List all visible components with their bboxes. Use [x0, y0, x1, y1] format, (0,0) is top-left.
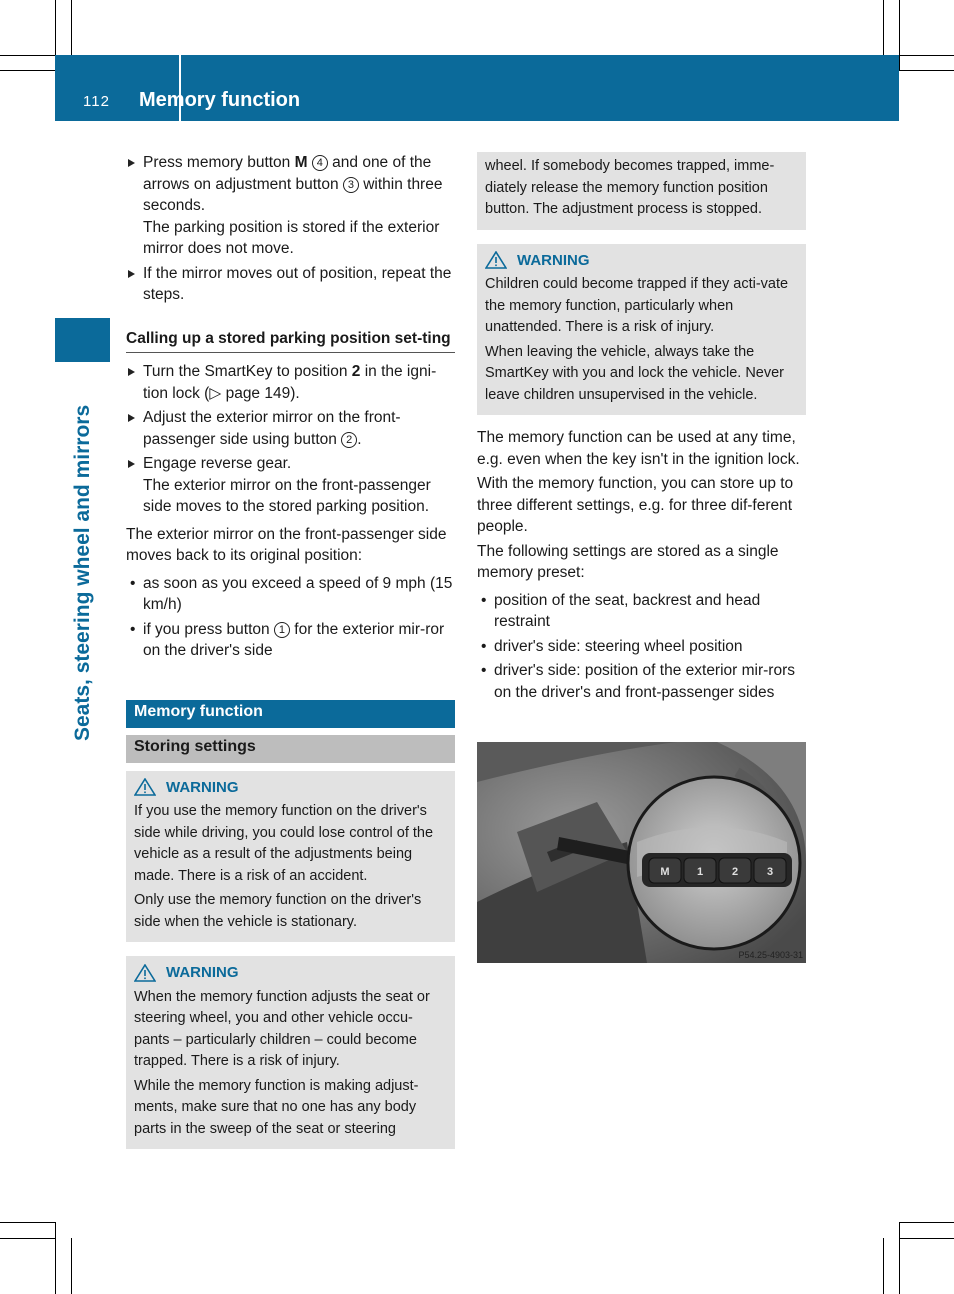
list-item: • if you press button 1 for the exterior mir-ror on the driver's side [130, 620, 445, 659]
warning-label: WARNING [166, 778, 239, 796]
step-arrow-icon [128, 159, 135, 167]
crop-mark [0, 70, 55, 71]
step-result: The exterior mirror on the front-passenger side moves to the stored parking position. [143, 476, 431, 515]
crop-mark [899, 1222, 954, 1223]
warning-box [477, 244, 806, 416]
list-item: • as soon as you exceed a speed of 9 mph (15 km/h) [130, 574, 453, 613]
crop-mark [899, 55, 954, 56]
warning-text: When the memory function adjusts the seat or steering wheel, you and other vehicle occu-pants – particularly children – could become trapped. There is a risk of injury. [134, 988, 430, 1069]
instruction-step: If the mirror moves out of position, repeat the steps. [126, 263, 455, 306]
crop-mark [883, 0, 884, 55]
crop-mark [0, 1238, 55, 1239]
crop-mark [71, 1238, 72, 1294]
page-title: Memory function [139, 89, 301, 111]
list-item: • position of the seat, backrest and head restraint [481, 591, 761, 630]
subheading: Calling up a stored parking position set-ting [126, 328, 455, 354]
callout-number: 3 [343, 177, 359, 193]
warning-triangle-icon [485, 251, 507, 269]
crop-mark [899, 0, 900, 70]
bullet-icon: • [481, 662, 487, 679]
subsection-heading: Storing settings [126, 735, 455, 763]
instruction-step: Turn the SmartKey to position 2 in the igni-tion lock (▷ page 149). [126, 361, 455, 404]
warning-text: If you use the memory function on the driver's side while driving, you could lose control of the vehicle as a result of the adjustments being made. There is a risk of an accident. [134, 803, 434, 884]
body-paragraph: The memory function can be used at any time, e.g. even when the key isn't in the ignition lock. [477, 429, 800, 468]
callout-number: 1 [274, 622, 290, 638]
warning-triangle-icon [134, 964, 156, 982]
step-arrow-icon [128, 368, 135, 376]
warning-header [134, 777, 447, 799]
right-column [477, 152, 806, 706]
memory-button-M: M [660, 866, 670, 878]
chapter-tab [55, 318, 110, 362]
instruction-step: Engage reverse gear. The exterior mirror on the front-passenger side moves to the stored parking position. [126, 453, 455, 518]
page-ref-link[interactable]: page 149). [221, 384, 300, 402]
bullet-icon: • [481, 591, 487, 609]
warning-label: WARNING [166, 964, 239, 981]
page-number: 112 [83, 93, 110, 110]
bullet-icon: • [481, 637, 487, 655]
memory-button-3: 3 [766, 866, 774, 878]
warning-header [485, 250, 798, 272]
crop-mark [899, 1238, 954, 1239]
list-item: • driver's side: steering wheel position [477, 636, 806, 658]
step-result: The parking position is stored if the exterior mirror does not move. [143, 218, 440, 257]
crop-mark [899, 1222, 900, 1294]
bullet-icon: • [130, 620, 136, 638]
door-panel-photo [477, 742, 806, 963]
warning-header [134, 962, 447, 984]
crop-mark [0, 1222, 55, 1223]
step-arrow-icon [128, 460, 135, 468]
warning-text: While the memory function is making adjust-ments, make sure that no one has any body parts in the sweep of the seat or steering [134, 1077, 419, 1137]
crop-mark [883, 1238, 884, 1294]
list-item: • driver's side: position of the exterior mir-rors on the driver's and front-passenger sides [481, 662, 796, 701]
body-paragraph: With the memory function, you can store up to three different settings, e.g. for three dif-ferent people. [477, 475, 794, 535]
warning-triangle-icon [134, 778, 156, 796]
section-heading: Memory function [126, 700, 455, 728]
crop-mark [71, 0, 72, 55]
callout-number: 2 [341, 432, 357, 448]
callout-number: 4 [312, 155, 328, 171]
image-code: P54.25-4903-31 [738, 950, 803, 960]
crop-mark [0, 55, 55, 56]
left-column [126, 152, 455, 1149]
page-header [55, 55, 899, 121]
warning-text: When leaving the vehicle, always take the SmartKey with you and lock the vehicle. Never leave children unsupervised in the vehicle. [485, 343, 784, 403]
warning-text: Only use the memory function on the driver's side when the vehicle is stationary. [134, 892, 422, 930]
memory-buttons-illustration [477, 742, 806, 963]
warning-text: Children could become trapped if they acti-vate the memory function, particularly when unattended. There is a risk of injury. [485, 276, 789, 335]
warning-text: wheel. If somebody becomes trapped, imme-diately release the memory function position button. The adjustment process is stopped. [485, 158, 775, 217]
chapter-title: Seats, steering wheel and mirrors [71, 404, 94, 741]
memory-button-2: 2 [731, 866, 739, 878]
step-arrow-icon [128, 270, 135, 278]
warning-box-continued [477, 152, 806, 230]
crop-mark [899, 70, 954, 71]
warning-box [126, 956, 455, 1149]
memory-button-1: 1 [696, 866, 704, 878]
warning-label: WARNING [517, 251, 590, 269]
crop-mark [55, 1222, 56, 1294]
step-arrow-icon [128, 414, 135, 422]
page-ref-icon: ▷ [209, 384, 222, 402]
body-paragraph: The following settings are stored as a single memory preset: [477, 542, 779, 581]
warning-box [126, 771, 455, 943]
bullet-icon: • [130, 574, 136, 592]
instruction-step: Adjust the exterior mirror on the front-passenger side using button 2 . [126, 407, 455, 450]
instruction-step: Press memory button M 4 and one of the arrows on adjustment button 3 within three seconds. The parking position is stored if the exterior mirror does not move. [126, 152, 455, 260]
body-paragraph: The exterior mirror on the front-passenger side moves back to its original position: [126, 525, 447, 564]
